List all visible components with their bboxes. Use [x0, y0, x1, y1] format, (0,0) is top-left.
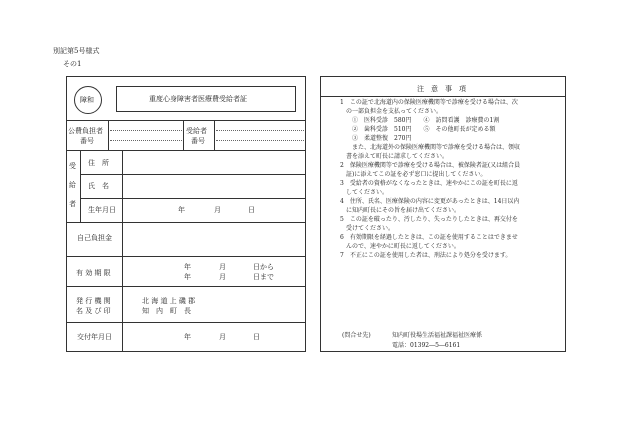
note-line: 書を添えて町長に請求してください。 [340, 153, 449, 160]
card-title: 重度心身障害者医療費受給者証 [149, 95, 247, 103]
issue-month: 月 [219, 333, 226, 341]
validity-from-day: 日から [253, 263, 274, 271]
note-line: 3 受給者の資格がなくなったときは、速やかにこの証を町長に返 [340, 180, 518, 187]
note-line: に知内町長にその旨を届け出てください。 [340, 207, 461, 214]
form-sub-label: その1 [63, 60, 82, 68]
address-label: 住 所 [88, 159, 109, 167]
note-line: ② 歯科受診 510円 ⑤ その他町長が定める額 [340, 126, 496, 133]
recipient-vertical-3: 者 [69, 200, 76, 208]
issue-year: 年 [184, 333, 191, 341]
validity-label: 有 効 期 限 [76, 269, 111, 277]
issuer-label: 発 行 機 関 [76, 297, 111, 305]
note-line: 2 保険医療機関等で診療を受ける場合は、被保険者証(又は組合員 [340, 162, 521, 169]
contact-phone: 電話：01392―5―6161 [392, 342, 461, 349]
stamp-text: 障和 [80, 96, 94, 104]
validity-until-year: 年 [184, 273, 191, 281]
validity-from-year: 年 [184, 263, 191, 271]
birth-year: 年 [178, 206, 185, 214]
recipient-vertical-1: 受 [69, 162, 76, 170]
public-payer-label: 公費負担者 [68, 127, 103, 135]
note-line: 1 この証で北海道内の保険医療機関等で診療を受ける場合は、次 [340, 99, 518, 106]
note-line: 受けてください。 [340, 225, 395, 232]
notes-title: 注 意 事 項 [417, 85, 466, 93]
note-line: 証)に添えてこの証を必ず窓口に提出してください。 [340, 171, 487, 178]
note-line: んので、速やかに町長に返してください。 [340, 243, 460, 250]
contact-org: 知内町役場生活福祉課福祉医療係 [392, 332, 483, 339]
validity-until-month: 月 [219, 273, 226, 281]
issue-day: 日 [253, 333, 260, 341]
recipient-number-label: 受給者 [186, 127, 207, 135]
public-payer-label-2: 番号 [80, 137, 94, 145]
issuer-name-2: 知 内 町 長 [142, 307, 191, 315]
note-line: 6 有効期限を経過したときは、この証を使用することはできませ [340, 234, 518, 241]
validity-from-month: 月 [219, 263, 226, 271]
birth-label: 生年月日 [88, 206, 116, 214]
note-line: 7 不正にこの証を使用した者は、刑法により処分を受けます。 [340, 252, 512, 259]
note-line: ① 医科受診 580円 ④ 訪問看護 診療費の1割 [340, 117, 500, 124]
form-label: 別記第5号様式 [53, 47, 100, 55]
issuer-label-2: 名 及 び 印 [76, 307, 111, 315]
issue-date-label: 交付年月日 [77, 333, 112, 341]
note-line: 5 この証を破ったり、汚したり、失ったりしたときは、再交付を [340, 216, 518, 223]
note-line: ③ 柔道整復 270円 [340, 135, 412, 142]
recipient-vertical-2: 給 [69, 181, 76, 189]
note-line: また、北海道外の保険医療機関等で診療を受ける場合は、領収 [340, 144, 521, 151]
contact-label: (問合せ先) [342, 332, 371, 339]
note-line: 4 住所、氏名、医療保険の内容に変更があったときは、14日以内 [340, 198, 520, 205]
note-line: してください。 [340, 189, 389, 196]
recipient-number-label-2: 番号 [191, 137, 205, 145]
validity-until-day: 日まで [253, 273, 274, 281]
note-line: の一部負担金を支払ってください。 [340, 108, 443, 115]
birth-month: 月 [214, 206, 221, 214]
birth-day: 日 [248, 206, 255, 214]
copay-label: 自己負担金 [77, 234, 112, 242]
name-label: 氏 名 [88, 182, 109, 190]
issuer-name: 北 海 道 上 磯 郡 [142, 297, 196, 305]
